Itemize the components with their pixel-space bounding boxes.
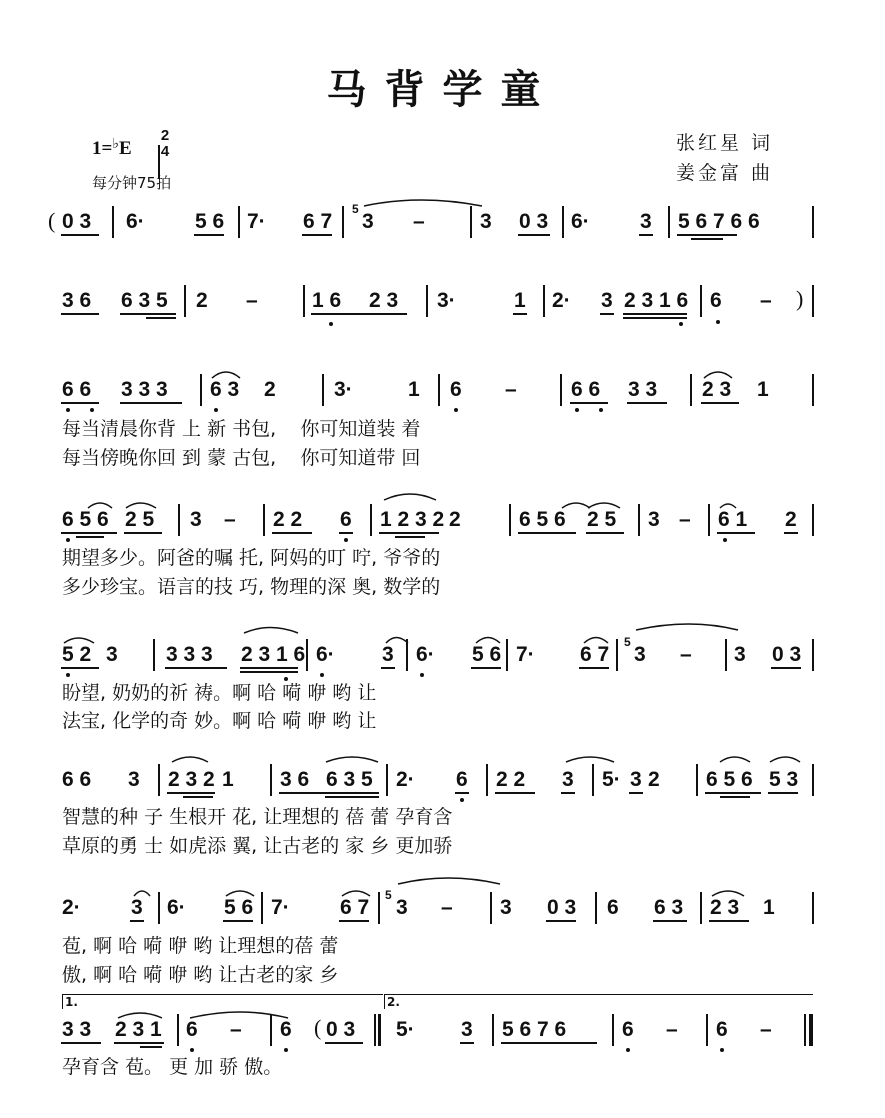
- barline: [486, 764, 488, 796]
- note-group: 3: [630, 768, 642, 791]
- barline: [270, 1014, 272, 1046]
- barline: [812, 892, 814, 924]
- underline: [518, 532, 576, 534]
- note-group: 3: [131, 896, 143, 919]
- note-group: 5 6 7 6 6: [678, 210, 760, 233]
- tempo-marking: 每分钟75拍: [92, 174, 172, 192]
- note-group: 6 6: [62, 378, 92, 401]
- underline: [691, 238, 723, 240]
- note-group: –: [679, 508, 691, 531]
- note-group: 3: [461, 1018, 473, 1041]
- underline: [240, 671, 298, 673]
- note-group: 0 3: [547, 896, 577, 919]
- underline: [379, 532, 439, 534]
- note-group: –: [760, 289, 772, 312]
- slur: [384, 494, 436, 500]
- note-group: 3: [382, 643, 394, 666]
- tie: [364, 200, 482, 206]
- low-octave-dot: [284, 1048, 288, 1052]
- note-group: 2·: [396, 768, 415, 791]
- barline: [303, 285, 305, 317]
- note-group: 2 5: [587, 508, 617, 531]
- note-group: 3: [634, 643, 646, 666]
- barline: [592, 764, 594, 796]
- barline: [342, 206, 344, 238]
- underline: [709, 920, 749, 922]
- lyrics-verse-2: 多少珍宝。语言的技 巧, 物理的深 奥, 数学的: [62, 576, 441, 598]
- note-group: 6: [280, 1018, 292, 1041]
- note-group: 3: [396, 896, 408, 919]
- barline: [370, 504, 372, 536]
- note-group: 5 2: [62, 643, 92, 666]
- barline: [509, 504, 511, 536]
- note-group: 6: [622, 1018, 634, 1041]
- note-group: 3: [106, 643, 118, 666]
- underline: [167, 792, 215, 794]
- underline: [495, 792, 535, 794]
- note-group: 6·: [571, 210, 590, 233]
- note-group: 5 6 7 6: [502, 1018, 567, 1041]
- second-ending-bracket: 2.: [384, 994, 813, 1009]
- note-group: 6·: [126, 210, 145, 233]
- underline: [61, 402, 99, 404]
- barline: [153, 639, 155, 671]
- lyrics-verse-2: 傲, 啊 哈 嗬 咿 哟 让古老的家 乡: [62, 964, 339, 986]
- note-group: 3·: [334, 378, 353, 401]
- note-group: 1: [408, 378, 420, 401]
- note-group: 2 3: [369, 289, 399, 312]
- note-group: 6·: [167, 896, 186, 919]
- underline: [518, 234, 550, 236]
- underline: [600, 313, 614, 315]
- lyrics-verse-1: 盼望, 奶奶的祈 祷。啊 哈 嗬 咿 哟 让: [62, 682, 377, 704]
- note-group: 0 3: [62, 210, 92, 233]
- final-barline-thin: [804, 1014, 806, 1046]
- note-group: 2: [785, 508, 797, 531]
- barline: [438, 374, 440, 406]
- slur: [326, 757, 378, 762]
- low-octave-dot: [329, 322, 333, 326]
- note-group: –: [441, 896, 453, 919]
- barline: [668, 206, 670, 238]
- underline: [114, 1042, 164, 1044]
- underline: [223, 920, 253, 922]
- note-group: 2: [264, 378, 276, 401]
- underline: [395, 536, 425, 538]
- barline: [616, 639, 618, 671]
- underline: [677, 234, 737, 236]
- barline: [263, 504, 265, 536]
- underline: [471, 667, 501, 669]
- underline: [183, 796, 213, 798]
- note-group: –: [224, 508, 236, 531]
- grace-note: 5: [385, 888, 392, 902]
- underline: [120, 402, 182, 404]
- underline: [61, 532, 117, 534]
- slur: [244, 628, 298, 634]
- underline: [627, 402, 667, 404]
- underline: [460, 1042, 474, 1044]
- note-group: –: [230, 1018, 242, 1041]
- barline: [543, 285, 545, 317]
- grace-note: 5: [624, 635, 631, 649]
- slur: [562, 503, 590, 508]
- note-group: 3: [601, 289, 613, 312]
- barline: [812, 206, 814, 238]
- time-signature: 2 4: [158, 128, 172, 160]
- open-paren: (: [314, 1015, 322, 1040]
- note-group: 0 3: [772, 643, 802, 666]
- low-octave-dot: [723, 538, 727, 542]
- barline: [690, 374, 692, 406]
- underline: [272, 532, 312, 534]
- barline: [177, 1014, 179, 1046]
- barline: [406, 639, 408, 671]
- note-group: –: [246, 289, 258, 312]
- note-group: 1: [763, 896, 775, 919]
- note-group: 6 7: [580, 643, 610, 666]
- low-octave-dot: [66, 673, 70, 677]
- note-group: 6: [340, 508, 352, 531]
- barline: [200, 374, 202, 406]
- low-octave-dot: [716, 320, 720, 324]
- note-group: 6 7: [340, 896, 370, 919]
- underline: [546, 920, 576, 922]
- underline: [302, 234, 332, 236]
- underline: [639, 234, 653, 236]
- underline: [279, 792, 379, 794]
- note-group: 6: [716, 1018, 728, 1041]
- note-group: –: [505, 378, 517, 401]
- barline: [700, 892, 702, 924]
- barline: [386, 764, 388, 796]
- underline: [339, 920, 369, 922]
- barline: [708, 504, 710, 536]
- note-group: 6: [450, 378, 462, 401]
- note-group: 1 2 3 2: [380, 508, 445, 531]
- low-octave-dot: [626, 1048, 630, 1052]
- note-group: 2 2: [273, 508, 303, 531]
- note-group: 2·: [62, 896, 81, 919]
- low-octave-dot: [320, 673, 324, 677]
- note-group: 3: [362, 210, 374, 233]
- note-group: 6: [186, 1018, 198, 1041]
- note-group: 3 3 3: [121, 378, 168, 401]
- barline: [112, 206, 114, 238]
- note-group: 0 3: [519, 210, 549, 233]
- barline: [261, 892, 263, 924]
- note-group: 6·: [416, 643, 435, 666]
- underline: [311, 313, 407, 315]
- note-group: 3·: [437, 289, 456, 312]
- note-group: 5 6: [224, 896, 254, 919]
- underline: [705, 792, 761, 794]
- note-group: 2 2: [496, 768, 526, 791]
- underline: [501, 1042, 597, 1044]
- repeat-barline: [374, 1014, 376, 1046]
- note-group: 2 3 1: [115, 1018, 162, 1041]
- underline: [61, 234, 99, 236]
- barline: [238, 206, 240, 238]
- lyrics-verse-1: 每当清晨你背 上 新 书包, 你可知道装 着: [62, 418, 421, 440]
- note-group: 6 5 6: [706, 768, 753, 791]
- lyrics-verse-1: 智慧的种 子 生根开 花, 让理想的 蓓 蕾 孕育含: [62, 806, 453, 828]
- underline: [61, 1042, 101, 1044]
- note-group: –: [760, 1018, 772, 1041]
- note-group: 5 6: [472, 643, 502, 666]
- barline: [158, 892, 160, 924]
- note-group: 7·: [516, 643, 535, 666]
- underline: [768, 792, 798, 794]
- note-group: 6: [710, 289, 722, 312]
- low-octave-dot: [679, 322, 683, 326]
- note-group: 2: [449, 508, 461, 531]
- underline: [165, 667, 227, 669]
- note-group: 6 5 6: [519, 508, 566, 531]
- underline: [194, 234, 224, 236]
- note-group: 6 7: [303, 210, 333, 233]
- underline: [717, 532, 755, 534]
- final-barline-thick: [809, 1014, 813, 1046]
- underline: [720, 796, 750, 798]
- low-octave-dot: [599, 408, 603, 412]
- note-group: 7·: [247, 210, 266, 233]
- open-paren: (: [48, 208, 56, 233]
- note-group: 6 6: [571, 378, 601, 401]
- note-group: 2 3: [702, 378, 732, 401]
- barline: [562, 206, 564, 238]
- note-group: 3: [648, 508, 660, 531]
- barline: [812, 764, 814, 796]
- note-group: 2 3: [710, 896, 740, 919]
- low-octave-dot: [420, 673, 424, 677]
- slur: [566, 757, 614, 762]
- barline: [812, 504, 814, 536]
- lyrics-verse-1: 期望多少。阿爸的嘱 托, 阿妈的叮 咛, 爷爷的: [62, 547, 441, 569]
- underline: [623, 313, 687, 315]
- barline: [470, 206, 472, 238]
- note-group: 6 5 6: [62, 508, 109, 531]
- underline: [146, 317, 176, 319]
- slur: [770, 757, 800, 762]
- key-signature: 1=♭E: [92, 137, 132, 159]
- note-group: 3 6: [280, 768, 310, 791]
- barline: [612, 1014, 614, 1046]
- note-group: 2 3 1 6: [241, 643, 306, 666]
- note-group: –: [666, 1018, 678, 1041]
- underline: [513, 313, 527, 315]
- underline: [570, 402, 608, 404]
- repeat-barline: [378, 1014, 381, 1046]
- barline: [595, 892, 597, 924]
- note-group: 6 3: [654, 896, 684, 919]
- barline: [706, 1014, 708, 1046]
- underline: [623, 317, 687, 319]
- note-group: 3: [128, 768, 140, 791]
- grace-note: 5: [352, 202, 359, 216]
- low-octave-dot: [66, 538, 70, 542]
- barline: [812, 285, 814, 317]
- note-group: –: [680, 643, 692, 666]
- underline: [455, 792, 469, 794]
- note-group: 3 3: [628, 378, 658, 401]
- barline: [306, 639, 308, 671]
- underline: [579, 667, 609, 669]
- note-group: 5 3: [769, 768, 799, 791]
- note-group: 6: [607, 896, 619, 919]
- underline: [61, 313, 99, 315]
- note-group: 2 5: [125, 508, 155, 531]
- note-group: 3: [500, 896, 512, 919]
- barline: [378, 892, 380, 924]
- note-group: 6·: [316, 643, 335, 666]
- lyrics-verse-1: 苞, 啊 哈 嗬 咿 哟 让理想的蓓 蕾: [62, 935, 339, 957]
- slur: [172, 757, 208, 762]
- barline: [812, 639, 814, 671]
- underline: [61, 667, 99, 669]
- note-group: 3: [734, 643, 746, 666]
- note-group: 6 3: [210, 378, 240, 401]
- underline: [586, 532, 624, 534]
- underline: [76, 536, 104, 538]
- underline: [130, 920, 144, 922]
- note-group: 6 6: [62, 768, 92, 791]
- note-group: 0 3: [326, 1018, 356, 1041]
- low-octave-dot: [214, 408, 218, 412]
- note-group: 6: [456, 768, 468, 791]
- barline: [725, 639, 727, 671]
- barline: [184, 285, 186, 317]
- barline: [506, 639, 508, 671]
- barline: [638, 504, 640, 536]
- note-group: 7·: [271, 896, 290, 919]
- note-group: 3 6: [62, 289, 92, 312]
- note-group: 2·: [552, 289, 571, 312]
- low-octave-dot: [344, 538, 348, 542]
- underline: [120, 313, 176, 315]
- underline: [325, 796, 379, 798]
- underline: [653, 920, 687, 922]
- barline: [560, 374, 562, 406]
- low-octave-dot: [460, 798, 464, 802]
- first-ending-bracket: 1.: [62, 994, 383, 1009]
- note-group: 2: [648, 768, 660, 791]
- note-group: 6 1: [718, 508, 748, 531]
- composer-credit: 姜金富 曲: [676, 162, 774, 184]
- note-group: –: [413, 210, 425, 233]
- note-group: 6 3 5: [121, 289, 168, 312]
- note-group: 5·: [396, 1018, 415, 1041]
- lyrics-verse-2: 法宝, 化学的奇 妙。啊 哈 嗬 咿 哟 让: [62, 710, 377, 732]
- low-octave-dot: [454, 408, 458, 412]
- note-group: 2 3 2: [168, 768, 215, 791]
- underline: [240, 667, 298, 669]
- note-group: 3: [190, 508, 202, 531]
- note-group: 5 6: [195, 210, 225, 233]
- low-octave-dot: [66, 408, 70, 412]
- note-group: 5·: [602, 768, 621, 791]
- barline: [492, 1014, 494, 1046]
- underline: [140, 1046, 162, 1048]
- barline: [426, 285, 428, 317]
- lyrics-verse-1: 孕育含 苞。 更 加 骄 傲。: [62, 1056, 283, 1078]
- tie: [398, 878, 500, 884]
- barline: [178, 504, 180, 536]
- underline: [561, 792, 575, 794]
- close-paren: ): [796, 286, 804, 311]
- note-group: 3: [480, 210, 492, 233]
- underline: [771, 667, 801, 669]
- note-group: 3: [562, 768, 574, 791]
- note-group: 3 3 3: [166, 643, 213, 666]
- note-group: 6 3 5: [326, 768, 373, 791]
- barline: [158, 764, 160, 796]
- low-octave-dot: [90, 408, 94, 412]
- barline: [812, 374, 814, 406]
- note-group: 1 6: [312, 289, 342, 312]
- note-group: 2: [196, 289, 208, 312]
- note-group: 1: [222, 768, 234, 791]
- slur: [720, 757, 750, 762]
- barline: [270, 764, 272, 796]
- underline: [629, 792, 643, 794]
- lyricist-credit: 张红星 词: [676, 132, 774, 154]
- barline: [700, 285, 702, 317]
- note-group: 1: [757, 378, 769, 401]
- barline: [490, 892, 492, 924]
- song-title: 马背学童: [326, 67, 559, 113]
- underline: [339, 532, 353, 534]
- underline: [381, 667, 395, 669]
- note-group: 3 3: [62, 1018, 92, 1041]
- underline: [124, 532, 162, 534]
- underline: [701, 402, 739, 404]
- underline: [784, 532, 798, 534]
- low-octave-dot: [720, 1048, 724, 1052]
- underline: [325, 1042, 363, 1044]
- low-octave-dot: [575, 408, 579, 412]
- barline: [322, 374, 324, 406]
- lyrics-verse-2: 每当傍晚你回 到 蒙 古包, 你可知道带 回: [62, 447, 421, 469]
- tie: [636, 624, 738, 630]
- note-group: 2 3 1 6: [624, 289, 689, 312]
- note-group: 3: [640, 210, 652, 233]
- barline: [696, 764, 698, 796]
- lyrics-verse-2: 草原的勇 士 如虎添 翼, 让古老的 家 乡 更加骄: [62, 835, 453, 857]
- note-group: 1: [514, 289, 526, 312]
